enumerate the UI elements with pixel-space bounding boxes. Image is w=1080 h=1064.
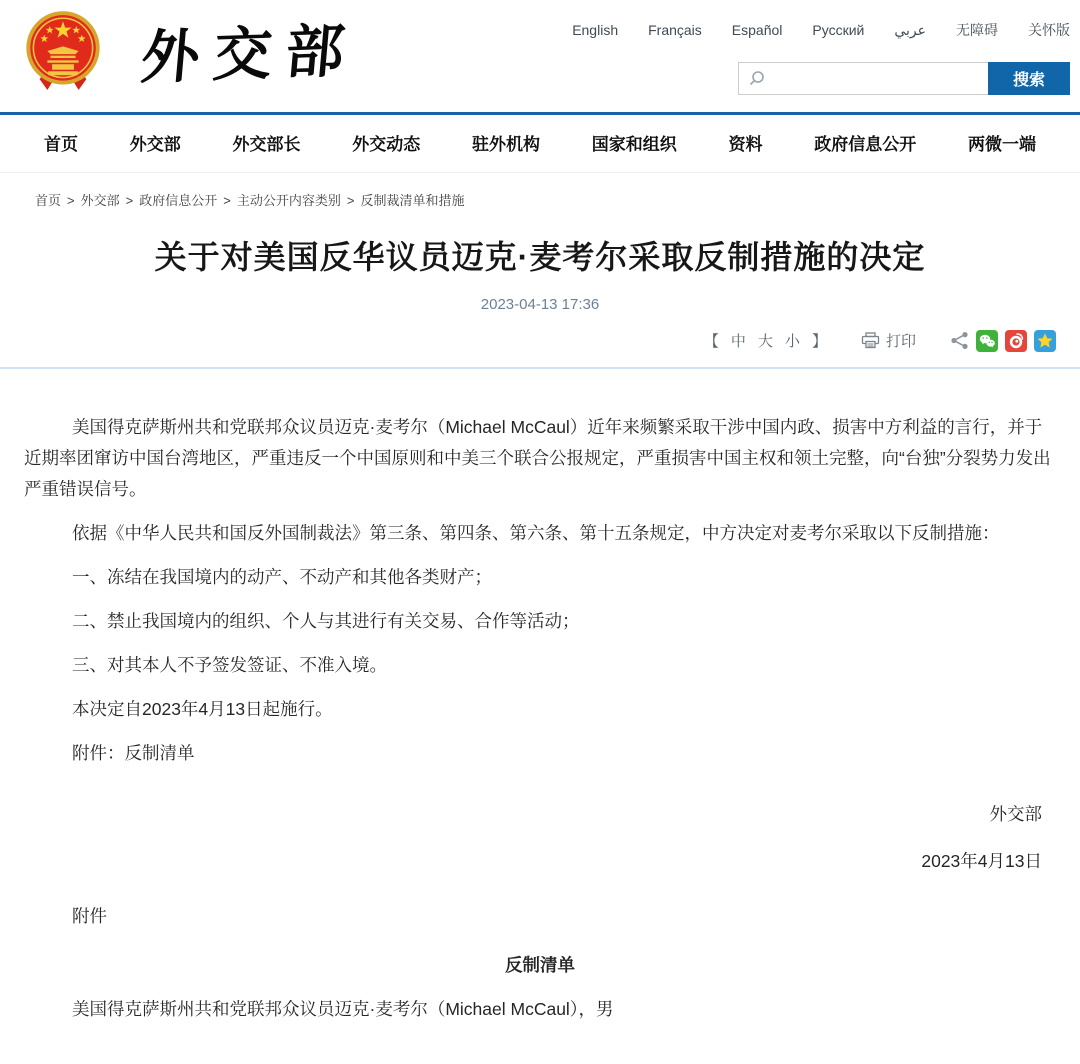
search-bar [738, 62, 1070, 95]
breadcrumb-separator: > [67, 193, 75, 208]
lang-link-arabic[interactable]: عربي [894, 21, 926, 38]
logo-group [24, 10, 362, 92]
breadcrumb-home[interactable]: 首页 [35, 193, 62, 208]
main-nav [0, 112, 1080, 173]
search-input[interactable] [771, 63, 988, 94]
header-right [572, 10, 1070, 95]
measure-item-3: 三、对其本人不予签发签证、不准入境。 [72, 654, 387, 675]
attachment-body: 美国得克萨斯州共和党联邦众议员迈克·麦考尔（Michael McCaul），男 [72, 998, 614, 1019]
search-button[interactable]: 搜索 [988, 62, 1070, 95]
bracket-open: 【 [703, 333, 719, 351]
share-icon[interactable] [950, 331, 969, 350]
lang-link-espanol[interactable]: Español [731, 22, 783, 38]
print-label: 打印 [885, 333, 916, 351]
nav-item-resources[interactable]: 资料 [728, 135, 763, 154]
article-body [0, 369, 1080, 1064]
nav-item-activities[interactable]: 外交动态 [352, 135, 421, 154]
lang-link-francais[interactable]: Français [648, 22, 702, 38]
qzone-share-icon[interactable] [1034, 330, 1056, 352]
breadcrumb-separator: > [346, 193, 355, 208]
paragraph: 依据《中华人民共和国反外国制裁法》第三条、第四条、第六条、第十五条规定，中方决定对麦考尔采取以下反制措施： [72, 522, 1000, 543]
printer-icon [861, 332, 880, 349]
measure-item-2: 二、禁止我国境内的组织、个人与其进行有关交易、合作等活动； [72, 610, 580, 631]
nav-item-minister[interactable]: 外交部长 [232, 135, 301, 154]
breadcrumb-mfa[interactable]: 外交部 [80, 193, 120, 208]
lang-link-russian[interactable]: Русский [812, 22, 865, 38]
bracket-close: 】 [811, 333, 827, 351]
page-title: 关于对美国反华议员迈克·麦考尔采取反制措施的决定 [154, 239, 926, 275]
search-box [738, 62, 988, 95]
article-toolbar [0, 330, 1080, 352]
lang-link-care-version[interactable]: 关怀版 [1028, 22, 1070, 38]
attachment-reference-line: 附件：反制清单 [72, 742, 195, 763]
national-emblem-icon[interactable] [24, 10, 102, 92]
article [0, 237, 1080, 1064]
attachment-title: 反制清单 [505, 954, 575, 975]
measure-item-1: 一、冻结在我国境内的动产、不动产和其他各类财产； [72, 566, 492, 587]
lang-link-accessibility[interactable]: 无障碍 [956, 22, 998, 38]
mfa-calligraphy-logo[interactable]: 外交部 [138, 16, 362, 92]
nav-item-missions[interactable]: 驻外机构 [472, 135, 540, 154]
effective-date-line: 本决定自2023年4月13日起施行。 [72, 698, 333, 719]
signature: 外交部 [989, 803, 1042, 824]
nav-item-social-media[interactable]: 两微一端 [968, 135, 1036, 154]
print-button[interactable] [861, 330, 916, 351]
search-icon [748, 70, 765, 87]
language-switcher [572, 20, 1070, 40]
breadcrumb-separator: > [125, 193, 134, 208]
attachment-label: 附件 [72, 905, 107, 926]
breadcrumb [0, 173, 1080, 209]
weibo-share-icon[interactable] [1005, 330, 1027, 352]
breadcrumb-gov-info[interactable]: 政府信息公开 [139, 193, 218, 208]
breadcrumb-disclosure-category[interactable]: 主动公开内容类别 [236, 193, 341, 208]
nav-item-home[interactable]: 首页 [44, 135, 78, 154]
breadcrumb-separator: > [223, 193, 231, 208]
site-header [0, 0, 1080, 112]
lang-link-english[interactable]: English [572, 22, 619, 38]
breadcrumb-sanctions-list[interactable]: 反制裁清单和措施 [360, 193, 465, 208]
nav-item-mfa[interactable]: 外交部 [129, 135, 181, 154]
font-size-small-button[interactable]: 小 [784, 333, 800, 351]
wechat-share-icon[interactable] [976, 330, 998, 352]
font-size-medium-button[interactable]: 中 [730, 333, 746, 351]
paragraph: 美国得克萨斯州共和党联邦众议员迈克·麦考尔（Michael McCaul）近年来频繁采取干涉中国内政、损害中方利益的言行，并于近期率团窜访中国台湾地区，严重违反一个中国原则和中美三个联合公报规定，严重损害中国主权和领土完整，向“台独”分裂势力发出严重错误信号。 [24, 416, 1051, 499]
signature-date: 2023年4月13日 [921, 850, 1042, 871]
nav-item-countries[interactable]: 国家和组织 [591, 135, 677, 154]
share-buttons [950, 330, 1056, 352]
publish-datetime: 2023-04-13 17:36 [480, 295, 600, 313]
font-size-large-button[interactable]: 大 [757, 333, 773, 351]
font-size-control [704, 330, 827, 351]
nav-item-gov-info[interactable]: 政府信息公开 [814, 135, 917, 154]
